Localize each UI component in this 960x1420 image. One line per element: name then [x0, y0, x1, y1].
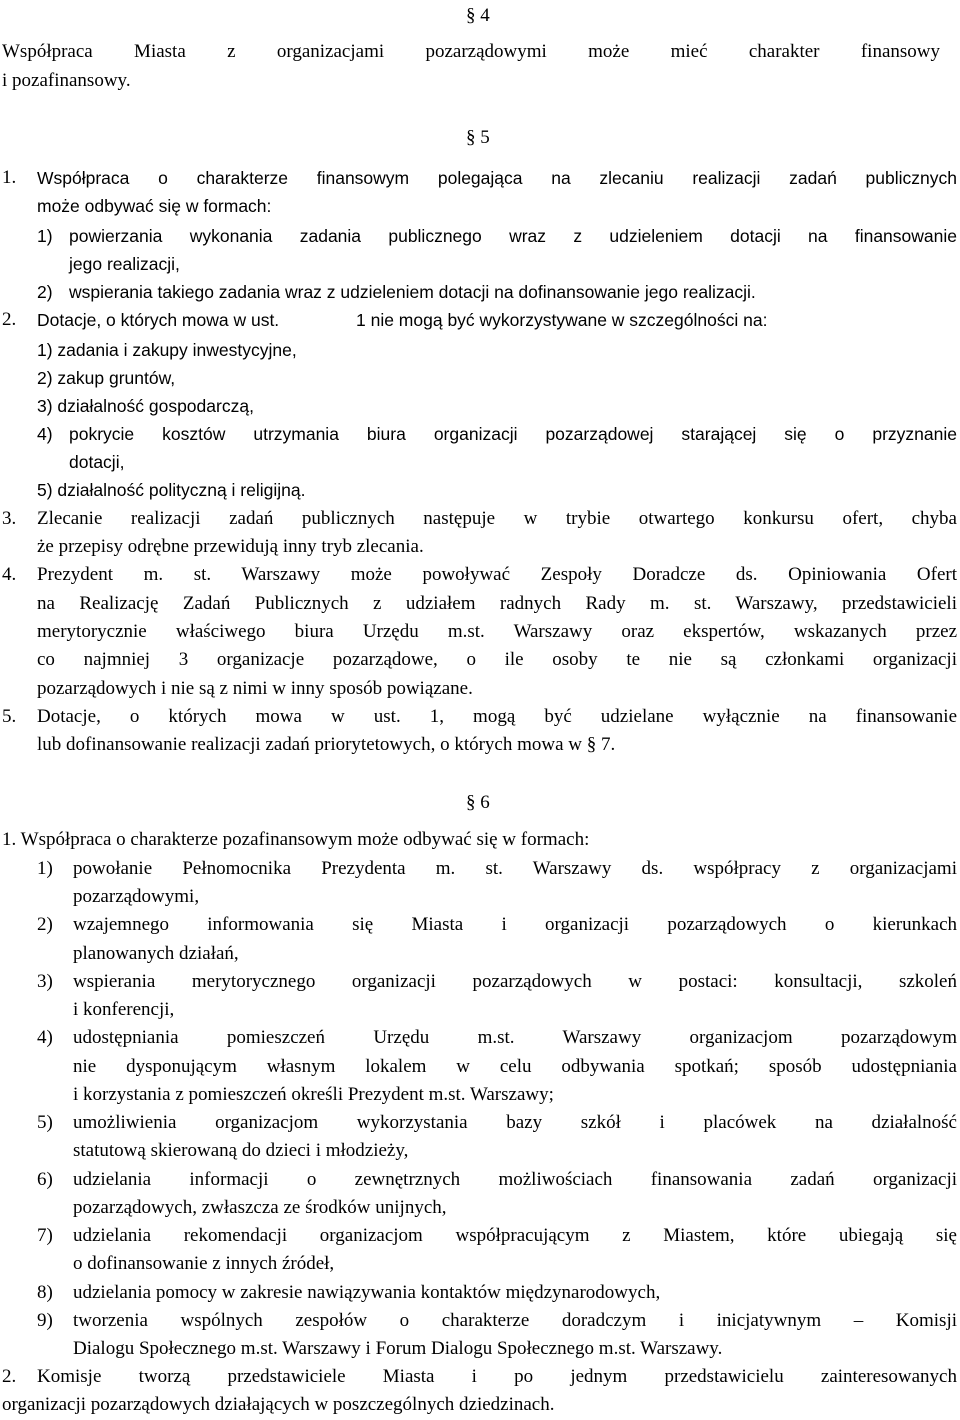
paragraph-line: lub dofinansowanie realizacji zadań priorytetowych, o których mowa w § 7. [37, 734, 616, 755]
paragraph-line: 1 nie mogą być wykorzystywane w szczególności na: [356, 310, 768, 330]
section-4-line: Współpraca Miasta z organizacjami pozarządowymi może mieć charakter finansowy [2, 41, 940, 62]
item-number: 4. [2, 564, 17, 585]
paragraph-line: Dotacje, o których mowa w ust. 1, mogą być udzielane wyłącznie na finansowanie [37, 706, 957, 727]
item-number: 3. [2, 508, 17, 529]
list-item-line: statutową skierowaną do dzieci i młodzieży, [73, 1140, 409, 1161]
list-item-line: umożliwienia organizacjom wykorzystania bazy szkół i placówek na działalność [73, 1112, 957, 1133]
item-number: 7) [37, 1225, 53, 1246]
paragraph-line: Komisje tworzą przedstawiciele Miasta i po jednym przedstawicielu zainteresowanych [37, 1366, 957, 1387]
list-item: 3) działalność gospodarczą, [37, 396, 254, 416]
list-item-line: pozarządowych, zwłaszcza ze środków unijnych, [73, 1197, 447, 1218]
item-number: 1) [37, 226, 53, 246]
list-item-line: planowanych działań, [73, 943, 239, 964]
item-number: 4) [37, 424, 53, 444]
section-5-title: § 5 [466, 127, 490, 148]
paragraph-line: Zlecanie realizacji zadań publicznych następuje w trybie otwartego konkursu ofert, chyba [37, 508, 957, 529]
item-number: 4) [37, 1027, 53, 1048]
list-item-line: udostępniania pomieszczeń Urzędu m.st. Warszawy organizacjom pozarządowym [73, 1027, 957, 1048]
list-item-line: wzajemnego informowania się Miasta i organizacji pozarządowych o kierunkach [73, 914, 957, 935]
list-item-line: pokrycie kosztów utrzymania biura organizacji pozarządowej starającej się o przyznanie [69, 424, 957, 444]
list-item: 2) zakup gruntów, [37, 368, 176, 388]
list-item-line: wspierania merytorycznego organizacji pozarządowych w postaci: konsultacji, szkoleń [73, 971, 957, 992]
section-6-title: § 6 [466, 792, 490, 813]
item-number: 2) [37, 282, 53, 302]
item-number: 8) [37, 1282, 53, 1303]
list-item-line: i korzystania z pomieszczeń określi Prezydent m.st. Warszawy; [73, 1084, 554, 1105]
list-item-line: udzielania informacji o zewnętrznych możliwościach finansowania zadań organizacji [73, 1169, 957, 1190]
paragraph-line: co najmniej 3 organizacje pozarządowe, o ile osoby te nie są członkami organizacji [37, 649, 957, 670]
item-number: 5) [37, 1112, 53, 1133]
paragraph-line: pozarządowych i nie są z nimi w inny sposób powiązane. [37, 678, 473, 699]
item-number: 9) [37, 1310, 53, 1331]
list-item-line: jego realizacji, [69, 254, 180, 274]
list-item-line: powołanie Pełnomocnika Prezydenta m. st. Warszawy ds. współpracy z organizacjami [73, 858, 957, 879]
item-number: 5. [2, 706, 17, 727]
paragraph-line: na Realizację Zadań Publicznych z udziałem radnych Rady m. st. Warszawy, przedstawicieli [37, 593, 957, 614]
list-item-line: powierzania wykonania zadania publicznego wraz z udzieleniem dotacji na finansowanie [69, 226, 957, 246]
section-4-title: § 4 [466, 5, 490, 26]
list-item-line: pozarządowymi, [73, 886, 200, 907]
list-item-line: tworzenia wspólnych zespołów o charakterze doradczym i inicjatywnym – Komisji [73, 1310, 957, 1331]
list-item-line: dotacji, [69, 452, 125, 472]
list-item: 1) zadania i zakupy inwestycyjne, [37, 340, 297, 360]
paragraph-line: merytorycznie właściwego biura Urzędu m.st. Warszawy oraz ekspertów, wskazanych przez [37, 621, 957, 642]
paragraph-line: Dotacje, o których mowa w ust. [37, 310, 280, 330]
item-number: 6) [37, 1169, 53, 1190]
list-item: 5) działalność polityczną i religijną. [37, 480, 306, 500]
list-item-line: wspierania takiego zadania wraz z udzieleniem dotacji na dofinansowanie jego realizacji. [69, 282, 756, 302]
item-number: 1. [2, 167, 17, 188]
paragraph-line: może odbywać się w formach: [37, 196, 272, 216]
list-item-line: Dialogu Społecznego m.st. Warszawy i Forum Dialogu Społecznego m.st. Warszawy. [73, 1338, 723, 1359]
list-item-line: i konferencji, [73, 999, 175, 1020]
paragraph-line: Prezydent m. st. Warszawy może powoływać Zespoły Doradcze ds. Opiniowania Ofert [37, 564, 957, 585]
item-number: 2. [2, 1366, 17, 1387]
item-number: 2. [2, 309, 17, 330]
item-number: 3) [37, 971, 53, 992]
list-item-line: udzielania pomocy w zakresie nawiązywania kontaktów międzynarodowych, [73, 1282, 661, 1303]
paragraph-line: Współpraca o charakterze finansowym polegająca na zlecaniu realizacji zadań publicznych [37, 168, 957, 188]
section-4-line: i pozafinansowy. [2, 70, 131, 91]
paragraph-line: 1. Współpraca o charakterze pozafinansowym może odbywać się w formach: [2, 829, 590, 850]
list-item-line: udzielania rekomendacji organizacjom współpracującym z Miastem, które ubiegają się [73, 1225, 957, 1246]
item-number: 1) [37, 858, 53, 879]
list-item-line: o dofinansowanie z innych źródeł, [73, 1253, 335, 1274]
paragraph-line: organizacji pozarządowych działających w poszczególnych dziedzinach. [2, 1394, 555, 1415]
paragraph-line: że przepisy odrębne przewidują inny tryb zlecania. [37, 536, 424, 557]
list-item-line: nie dysponującym własnym lokalem w celu odbywania spotkań; sposób udostępniania [73, 1056, 957, 1077]
item-number: 2) [37, 914, 53, 935]
